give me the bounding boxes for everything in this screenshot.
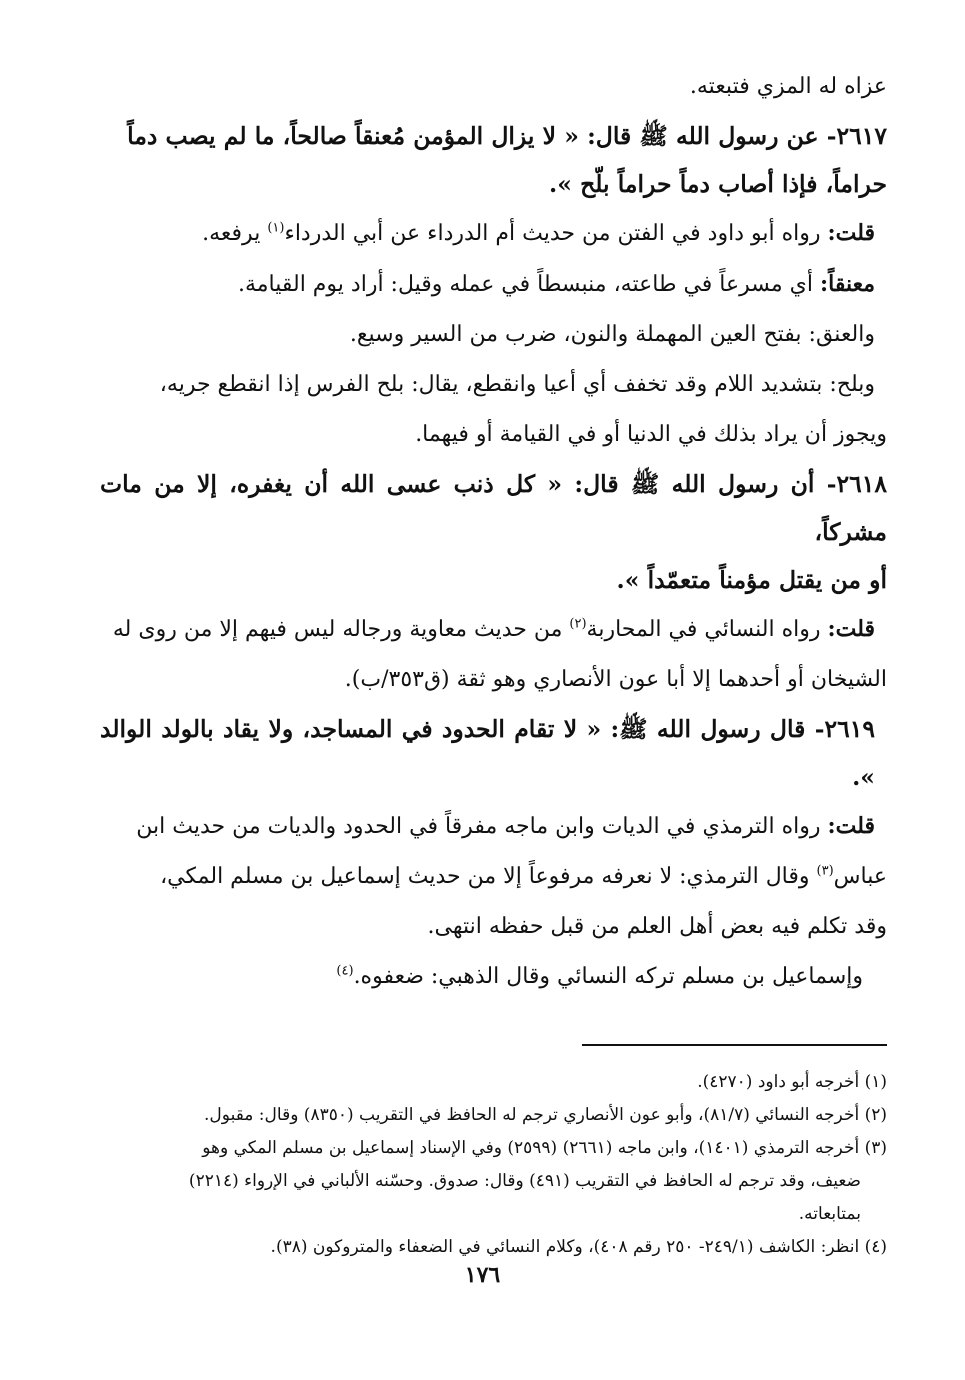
- footnote-ref[interactable]: (٢): [569, 616, 587, 632]
- footnote-text: (٢) أخرجه النسائي (٨١/٧)، وأبو عون الأنصاري ترجم له الحافظ في التقريب (٨٣٥٠) وقال: مقبول.: [204, 1105, 887, 1125]
- footnote: [100, 1132, 887, 1165]
- footnote-continuation: [100, 1198, 887, 1231]
- line-text: الشيخان أو أحدهما إلا أبا عون الأنصاري وهو ثقة (ق٣٥٣/ب).: [344, 667, 887, 692]
- line-text: والعنق: بفتح العين المهملة والنون، ضرب من السير وسيع.: [349, 322, 875, 347]
- footnote-separator: [582, 1044, 887, 1046]
- footnote: [100, 1099, 887, 1132]
- label-term: معنقاً:: [820, 271, 875, 297]
- hadith-heading: [100, 556, 887, 604]
- line-text: وبلح: بتشديد اللام وقد تخفف أي أعيا وانقطع، يقال: بلح الفرس إذا انقطع جريه،: [159, 372, 875, 397]
- footnote-text: بمتابعاته.: [798, 1204, 861, 1224]
- label-qult: قلت:: [827, 616, 875, 642]
- line-text: ٢٦١٨- أن رسول الله ﷺ قال: « كل ذنب عسى الله أن يغفره، إلا من مات مشركاً،: [100, 470, 887, 546]
- hadith-heading: [100, 705, 887, 801]
- commentary-line: [100, 801, 887, 852]
- footnote-text: (١) أخرجه أبو داود (٤٢٧٠).: [697, 1072, 887, 1092]
- commentary-line: [100, 410, 887, 460]
- line-text: أو من يقتل مؤمناً متعمّداً ».: [616, 566, 887, 594]
- footnote-text: ضعيف، وقد ترجم له الحافظ في التقريب (٤٩١) وقال: صدوق. وحسّنه الألباني في الإرواء (٢٢١٤): [188, 1171, 861, 1191]
- label-qult: قلت:: [827, 813, 875, 839]
- commentary-line: [100, 259, 887, 310]
- footnote: [100, 1231, 887, 1264]
- hadith-heading: [100, 460, 887, 556]
- line-text: أي مسرعاً في طاعته، منبسطاً في عمله وقيل: أراد يوم القيامة.: [237, 272, 820, 297]
- page-number: ١٧٦: [464, 1262, 501, 1288]
- hadith-heading: [100, 112, 887, 160]
- label-qult: قلت:: [827, 220, 875, 246]
- footnote-ref[interactable]: (٣): [816, 863, 834, 879]
- line-text: رواه الترمذي في الديات وابن ماجه مفرقاً في الحدود والديات من حديث ابن: [136, 814, 828, 839]
- line-text: رواه أبو داود في الفتن من حديث أم الدرداء عن أبي الدرداء: [284, 221, 828, 246]
- line-text: ٢٦١٧- عن رسول الله ﷺ قال: « لا يزال المؤمن مُعنقاً صالحاً، ما لم يصب دماً: [127, 122, 887, 150]
- footnote-text: (٤) انظر: الكاشف (٢٤٩/١- ٢٥٠ رقم ٤٠٨)، وكلام النسائي في الضعفاء والمتروكون (٣٨).: [270, 1237, 887, 1257]
- commentary-line: [100, 852, 887, 902]
- commentary-line: [100, 360, 887, 410]
- commentary-line: [100, 208, 887, 259]
- line-text: رواه النسائي في المحاربة: [586, 617, 828, 642]
- footnote-ref[interactable]: (٤): [336, 963, 354, 979]
- line-text: من حديث معاوية ورجاله ليس فيهم إلا من روى له: [112, 617, 570, 642]
- line-text: ويجوز أن يراد بذلك في الدنيا أو في القيامة أو فيهما.: [415, 422, 887, 447]
- line-text: ٢٦١٩- قال رسول الله ﷺ: « لا تقام الحدود في المساجد، ولا يقاد بالولد الوالد ».: [100, 715, 875, 791]
- footnote: [100, 1066, 887, 1099]
- line-text: عزاه له المزي فتبعته.: [689, 74, 887, 99]
- hadith-heading: [100, 160, 887, 208]
- commentary-line: [100, 604, 887, 655]
- line-text: عباس: [833, 864, 887, 889]
- line-text: يرفعه.: [202, 221, 268, 246]
- commentary-line: [100, 902, 887, 952]
- commentary-line: [100, 952, 887, 1002]
- commentary-line: [100, 310, 887, 360]
- commentary-line: [100, 655, 887, 705]
- line-text: وإسماعيل بن مسلم تركه النسائي وقال الذهبي: ضعفوه.: [353, 964, 863, 989]
- line-text: وقال الترمذي: لا نعرفه مرفوعاً إلا من حديث إسماعيل بن مسلم المكي،: [160, 864, 817, 889]
- body-line: [100, 62, 887, 112]
- footnote-continuation: [100, 1165, 887, 1198]
- footnote-ref[interactable]: (١): [267, 220, 285, 236]
- footnote-text: (٣) أخرجه الترمذي (١٤٠١)، وابن ماجه (٢٦٦١) (٢٥٩٩) وفي الإسناد إسماعيل بن مسلم المكي وهو: [202, 1138, 887, 1158]
- line-text: حراماً، فإذا أصاب دماً حراماً بلّح ».: [549, 170, 887, 198]
- line-text: وقد تكلم فيه بعض أهل العلم من قبل حفظه انتهى.: [427, 914, 887, 939]
